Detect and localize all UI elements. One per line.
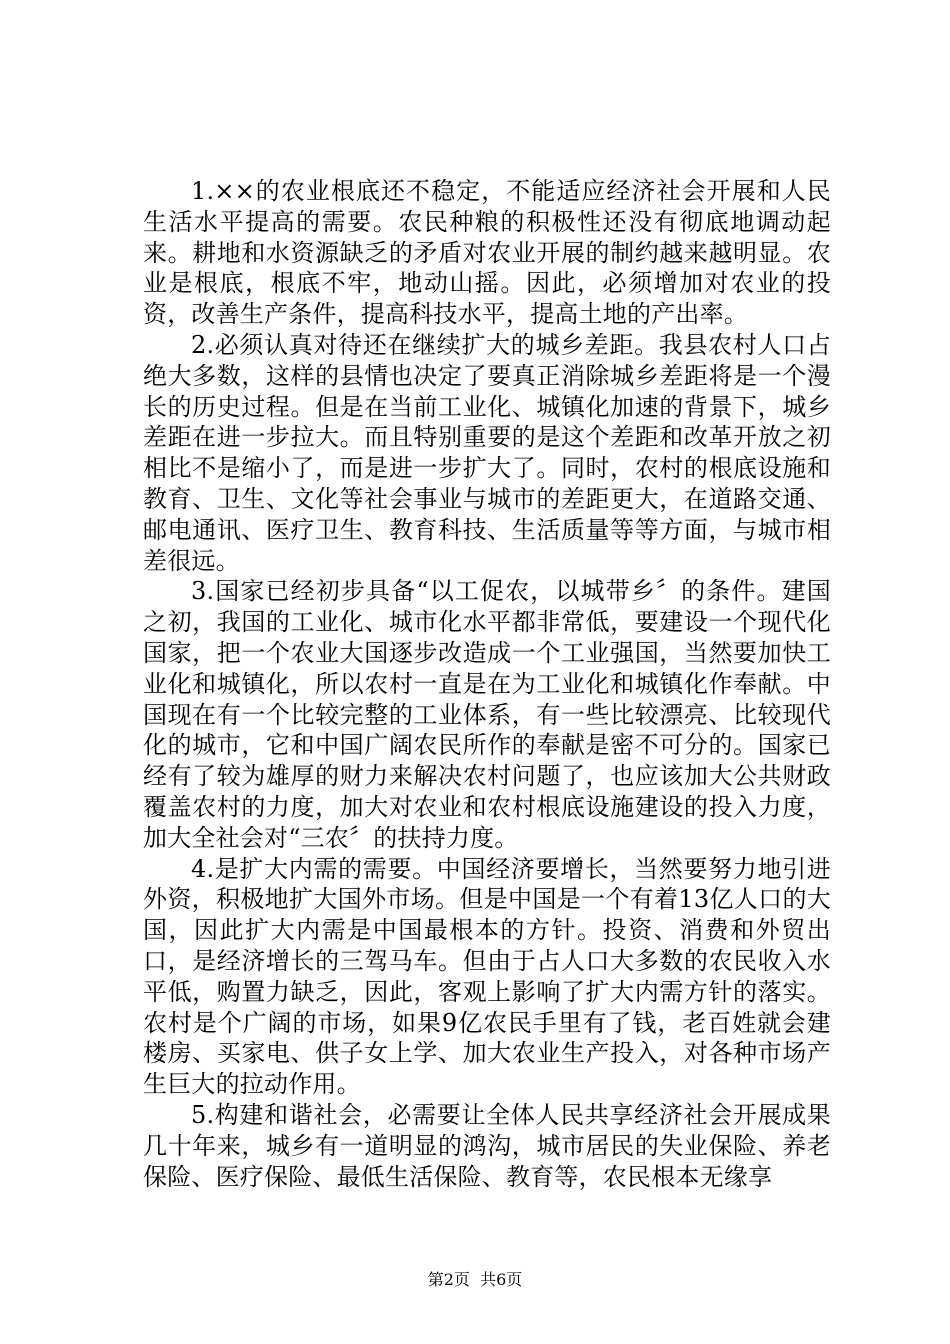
document-body (143, 176, 831, 1192)
paragraph-2: 2.必须认真对待还在继续扩大的城乡差距。我县农村人口占绝大多数，这样的县情也决定了要真正消除城乡差距将是一个漫长的历史过程。但是在当前工业化、城镇化加速的背景下，城乡差距在进一步拉大。而且特别重要的是这个差距和改革开放之初相比不是缩小了，而是进一步扩大了。同时，农村的根底设施和教育、卫生、文化等社会事业与城市的差距更大，在道路交通、邮电通讯、医疗卫生、教育科技、生活质量等等方面，与城市相差很远。 (143, 330, 831, 575)
paragraph-3: 3.国家已经初步具备“以工促农，以城带乡〞的条件。建国之初，我国的工业化、城市化水平都非常低，要建设一个现代化国家，把一个农业大国逐步改造成一个工业强国，当然要加快工业化和城镇化，所以农村一直是在为工业化和城镇化作奉献。中国现在有一个比较完整的工业体系，有一些比较漂亮、比较现代化的城市，它和中国广阔农民所作的奉献是密不可分的。国家已经有了较为雄厚的财力来解决农村问题了，也应该加大公共财政覆盖农村的力度，加大对农业和农村根底设施建设的投入力度，加大全社会对“三农〞的扶持力度。 (143, 577, 831, 852)
page-number: 第2页 (427, 1270, 470, 1289)
paragraph-5: 5.构建和谐社会，必需要让全体人民共享经济社会开展成果几十年来，城乡有一道明显的鸿沟，城市居民的失业保险、养老保险、医疗保险、最低生活保险、教育等，农民根本无缘享 (143, 1100, 831, 1191)
page-total: 共6页 (480, 1270, 523, 1289)
page-footer (0, 1270, 950, 1290)
paragraph-4: 4.是扩大内需的需要。中国经济要增长，当然要努力地引进外资，积极地扩大国外市场。但是中国是一个有着13亿人口的大国，因此扩大内需是中国最根本的方针。投资、消费和外贸出口，是经济增长的三驾马车。但由于占人口大多数的农民收入水平低，购置力缺乏，因此，客观上影响了扩大内需方针的落实。农村是个广阔的市场，如果9亿农民手里有了钱，老百姓就会建楼房、买家电、供子女上学、加大农业生产投入，对各种市场产生巨大的拉动作用。 (143, 854, 831, 1099)
paragraph-1: 1.××的农业根底还不稳定，不能适应经济社会开展和人民生活水平提高的需要。农民种粮的积极性还没有彻底地调动起来。耕地和水资源缺乏的矛盾对农业开展的制约越来越明显。农业是根底，根底不牢，地动山摇。因此，必须增加对农业的投资，改善生产条件，提高科技水平，提高土地的产出率。 (143, 177, 831, 329)
